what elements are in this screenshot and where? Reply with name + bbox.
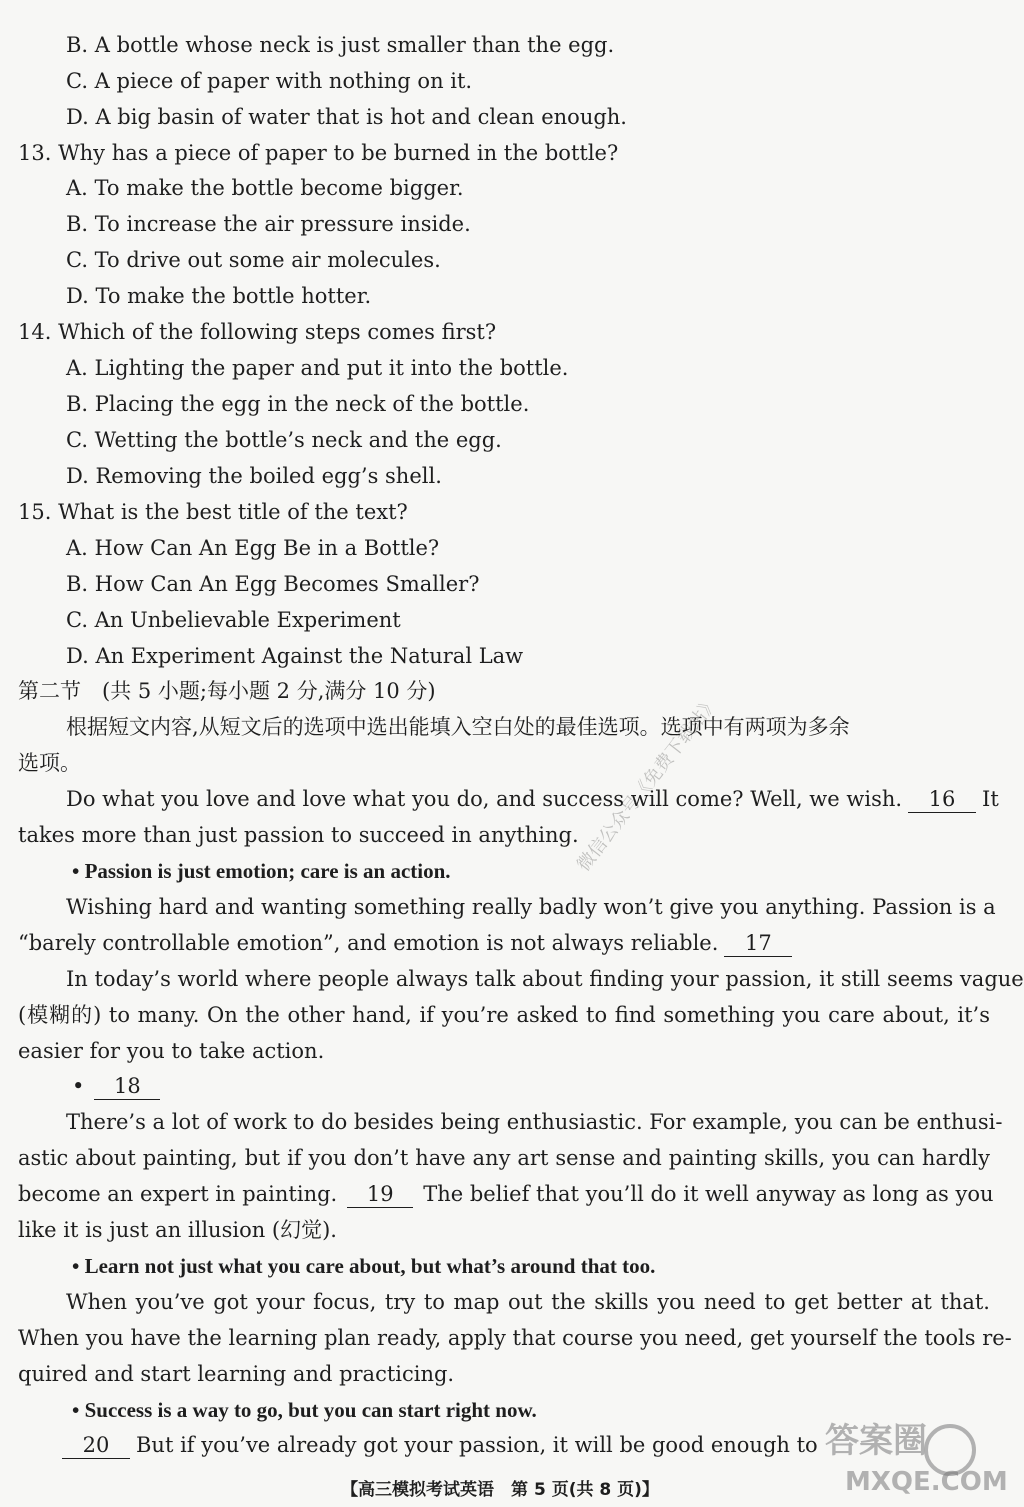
q13-option-c: C. To drive out some air molecules. [66,248,441,272]
page-footer: 【高三模拟考试英语 第 5 页(共 8 页)】 [341,1480,659,1500]
passage-line: quired and start learning and practicing. [18,1362,455,1386]
passage-text: It [982,787,999,811]
passage-text: Do what you love and love what you do, and success will come? Well, we wish. [66,787,903,811]
passage-line: When you’ve got your focus, try to map out the skills you need to get better at that. [66,1290,990,1314]
q14-option-d: D. Removing the boiled egg’s shell. [66,464,442,488]
q15-option-c: C. An Unbelievable Experiment [66,608,401,632]
passage-line: takes more than just passion to succeed in anything. [18,823,579,847]
blank-17: 17 [724,930,792,957]
q13-option-a: A. To make the bottle become bigger. [66,176,464,200]
watermark: 微信公众号《免费下载站》 [573,692,723,876]
q15-option-b: B. How Can An Egg Becomes Smaller? [66,572,480,596]
passage-line [18,925,990,961]
passage-text: “barely controllable emotion”, and emotion is not always reliable. [18,931,719,955]
passage-text: become an expert in painting. [18,1182,338,1206]
passage-line: (模糊的) to many. On the other hand, if you’re asked to find something you care about, it’s [18,1003,990,1027]
q14-option-a: A. Lighting the paper and put it into the bottle. [66,356,569,380]
q12-option-d: D. A big basin of water that is hot and clean enough. [66,105,627,129]
q12-option-b: B. A bottle whose neck is just smaller than the egg. [66,33,615,57]
blank-16: 16 [908,786,976,813]
passage-text: The belief that you’ll do it well anyway as long as you [423,1182,994,1206]
passage-line [66,781,999,817]
q13-option-d: D. To make the bottle hotter. [66,284,372,308]
q15-option-d: D. An Experiment Against the Natural Law [66,644,524,668]
passage-line: astic about painting, but if you don’t have any art sense and painting skills, you can hardly [18,1146,990,1170]
passage-line [18,1176,994,1212]
subheading-3: • Success is a way to go, but you can start right now. [72,1398,537,1422]
passage-line: Wishing hard and wanting something really badly won’t give you anything. Passion is a [66,895,996,919]
section-heading: 第二节 (共 5 小题;每小题 2 分,满分 10 分) [18,679,436,703]
bullet: • [72,1074,85,1098]
q14-stem: 14. Which of the following steps comes first? [18,320,497,344]
passage-line: When you have the learning plan ready, apply that course you need, get yourself the tools re- [18,1326,1012,1350]
blank-20: 20 [62,1432,130,1459]
bullet-blank-line [72,1068,996,1104]
subheading-1: • Passion is just emotion; care is an action. [72,859,451,883]
site-logo [815,1410,1008,1500]
q15-stem: 15. What is the best title of the text? [18,500,408,524]
subheading-2: • Learn not just what you care about, but what’s around that too. [72,1254,656,1278]
logo-text: 答案圈 [825,1421,927,1461]
q13-stem: 13. Why has a piece of paper to be burned in the bottle? [18,141,619,165]
section-instructions-cont: 选项。 [18,751,81,775]
section-instructions: 根据短文内容,从短文后的选项中选出能填入空白处的最佳选项。选项中有两项为多余 [66,715,850,739]
passage-line: like it is just an illusion (幻觉). [18,1218,337,1242]
logo-url: MXQE.COM [845,1467,1008,1497]
blank-18: 18 [94,1073,160,1100]
q14-option-c: C. Wetting the bottle’s neck and the egg. [66,428,502,452]
q13-option-b: B. To increase the air pressure inside. [66,212,471,236]
passage-line: There’s a lot of work to do besides being enthusiastic. For example, you can be enthusi- [66,1110,1003,1134]
q15-option-a: A. How Can An Egg Be in a Bottle? [66,536,440,560]
passage-line: easier for you to take action. [18,1039,325,1063]
blank-19: 19 [347,1181,413,1208]
q14-option-b: B. Placing the egg in the neck of the bottle. [66,392,530,416]
passage-line: In today’s world where people always talk about finding your passion, it still seems vague [66,967,1024,991]
q12-option-c: C. A piece of paper with nothing on it. [66,69,473,93]
passage-text: But if you’ve already got your passion, it will be good enough to [136,1433,818,1457]
